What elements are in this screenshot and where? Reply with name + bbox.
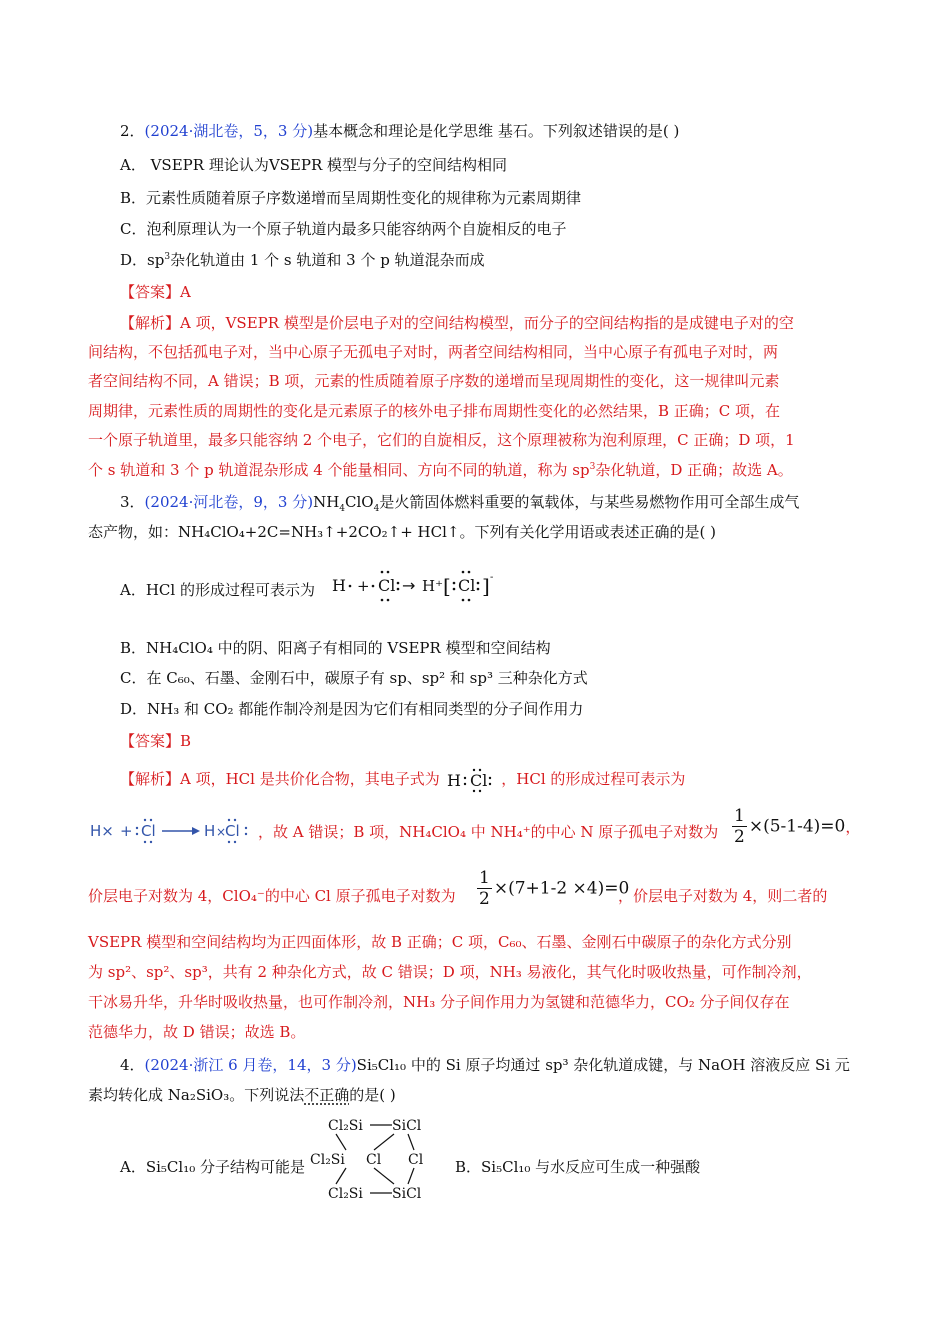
svg-text:[: [: [443, 574, 451, 598]
svg-text:SiCl: SiCl: [392, 1118, 422, 1134]
svg-text:Cl₂Si: Cl₂Si: [310, 1152, 345, 1168]
emphasis-not-correct: 不正确: [304, 1086, 350, 1104]
q3-stem-1: 3．(2024·河北卷，9，3 分)$NH_4ClO_4$是火箭固体燃料重要的氧载体，与某些易燃物作用可全部生成气: [120, 493, 800, 514]
q3-analysis-3a: 价层电子对数为 4，ClO₄⁻的中心 Cl 原子孤电子对数为: [88, 887, 456, 905]
hcl-formation-blue-svg: [88, 816, 258, 846]
svg-text:SiCl: SiCl: [392, 1186, 422, 1202]
q3-analysis-7: 范德华力，故 D 错误；故选 B。: [88, 1023, 306, 1041]
q2-source: (2024·湖北卷，5，3 分): [144, 122, 314, 140]
q3-analysis-6: 干冰易升华，升华时吸收热量，也可作制冷剂，NH₃ 分子间作用力为氢键和范德华力，CO₂ 分子间仅存在: [88, 993, 790, 1011]
lewis-dot: [349, 585, 352, 588]
q3-answer: 【答案】B: [120, 732, 192, 750]
svg-text:]: ]: [482, 574, 490, 598]
q3-analysis-1: 【解析】A 项，HCl 是共价化合物，其电子式为 H Cl ，HCl 的形成过程可表示为: [120, 767, 685, 793]
q2-option-b: B．元素性质随着原子序数递增而呈周期性变化的规律称为元素周期律: [120, 189, 582, 207]
q2-option-c: C．泡利原理认为一个原子轨道内最多只能容纳两个自旋相反的电子: [120, 220, 567, 238]
lewis-plus: +: [357, 577, 370, 595]
q3-option-b: B．NH₄ClO₄ 中的阴、阳离子有相同的 VSEPR 模型和空间结构: [120, 639, 551, 657]
q2-stem-text: 基本概念和理论是化学思维 基石。下列叙述错误的是( ): [313, 122, 680, 140]
svg-text:Cl: Cl: [408, 1152, 424, 1168]
lewis-hplus: H⁺: [422, 577, 443, 595]
q2-stem: [120, 121, 679, 141]
hcl-electron-formula: [445, 767, 497, 793]
q2-analysis-line-5: 一个原子轨道里，最多只能容纳 2 个电子，它们的自旋相反，这个原理被称为泡利原理，C 正确；D 项，1: [88, 431, 795, 449]
q4-stem-1: 4．(2024·浙江 6 月卷，14，3 分)Si₅Cl₁₀ 中的 Si 原子均通过 sp³ 杂化轨道成键，与 NaOH 溶液反应 Si 元: [120, 1056, 850, 1074]
hcl-formation-svg: [330, 566, 510, 606]
lewis-h: H: [332, 576, 346, 595]
q3-option-c: C．在 C₆₀、石墨、金刚石中，碳原子有 sp、sp² 和 sp³ 三种杂化方式: [120, 669, 588, 687]
svg-text:Cl: Cl: [225, 822, 240, 840]
svg-text:H: H: [204, 822, 216, 840]
si5cl10-structure: [308, 1112, 438, 1208]
q3-option-a: A．HCl 的形成过程可表示为: [120, 581, 315, 599]
q3-analysis-2: ，故 A 错误；B 项，NH₄ClO₄ 中 NH₄⁺的中心 N 原子孤电子对数为: [258, 823, 719, 841]
q4-option-b: B．Si₅Cl₁₀ 与水反应可生成一种强酸: [455, 1158, 701, 1176]
svg-text:Cl: Cl: [469, 771, 487, 790]
q3-analysis-4: VSEPR 模型和空间结构均为正四面体形，故 B 正确；C 项，C₆₀、石墨、金刚石中碳原子的杂化方式分别: [88, 933, 792, 951]
svg-text:+: +: [120, 822, 133, 840]
formula-1: ×(5-1-4)=0: [748, 816, 846, 837]
lewis-arrow: →: [402, 576, 416, 595]
si5cl10-structure-svg: [308, 1112, 438, 1204]
formula-2: ×(7+1-2 ×4)=0: [493, 878, 630, 899]
fraction-1: $\frac{1}{2}$ ×(5-1-4)=0，: [734, 806, 861, 847]
q2-analysis-line-1: 【解析】A 项，VSEPR 模型是价层电子对的空间结构模型，而分子的空间结构指的是成键电子对的空: [120, 314, 794, 332]
hcl-formation-diagram: [330, 566, 510, 606]
q2-analysis-line-2: 间结构，不包括孤电子对，当中心原子无孤电子对时，两者空间结构相同，当中心原子有孤电子对时，两: [88, 343, 779, 361]
q3-option-d: D．NH₃ 和 CO₂ 都能作制冷剂是因为它们有相同类型的分子间作用力: [120, 700, 584, 718]
q2-answer: 【答案】A: [120, 283, 191, 301]
svg-text:Cl: Cl: [141, 822, 156, 840]
q3-analysis-3b: ，价层电子对数为 4，则二者的: [618, 887, 828, 905]
q2-option-d: D．$sp^3$杂化轨道由 1 个 s 轨道和 3 个 p 轨道混杂而成: [120, 251, 485, 269]
svg-text:Cl₂Si: Cl₂Si: [328, 1118, 363, 1134]
svg-text:×: ×: [216, 825, 227, 839]
q2-analysis-line-3: 者空间结构不同，A 错误；B 项，元素的性质随着原子序数的递增而呈现周期性的变化，这一规律叫元素: [88, 372, 780, 390]
q4-option-a: A．Si₅Cl₁₀ 分子结构可能是: [120, 1158, 305, 1176]
q2-option-a: A． VSEPR 理论认为VSEPR 模型与分子的空间结构相同: [120, 156, 508, 174]
lewis-clminus: Cl: [458, 576, 476, 595]
svg-text:H×: H×: [90, 822, 114, 840]
svg-text:Cl: Cl: [366, 1152, 382, 1168]
q2-number: 2．: [120, 122, 145, 140]
q2-analysis-line-6: 个 s 轨道和 3 个 p 轨道混杂形成 4 个能量相同、方向不同的轨道，称为 $sp^3$杂化轨道，D 正确；故选 A。: [88, 461, 793, 479]
fraction-2: $\frac{1}{2}$ ×(7+1-2 ×4)=0: [479, 868, 630, 909]
lewis-cl: Cl: [378, 576, 396, 595]
svg-text:Cl₂Si: Cl₂Si: [328, 1186, 363, 1202]
q2-analysis-line-4: 周期律，元素性质的周期性的变化是元素原子的核外电子排布周期性变化的必然结果，B 正确；C 项，在: [88, 402, 781, 420]
svg-text:H: H: [446, 771, 461, 790]
q3-analysis-5: 为 sp²、sp²、sp³，共有 2 种杂化方式，故 C 错误；D 项，NH₃ 易液化，其气化时吸收热量，可作制冷剂，: [88, 963, 812, 981]
q4-stem-2: 素均转化成 Na₂SiO₃。下列说法不正确的是( ): [88, 1086, 396, 1104]
lewis-charge: -: [490, 572, 494, 583]
q3-stem-2: 态产物，如：NH₄ClO₄+2C=NH₃↑+2CO₂↑+ HCl↑。下列有关化学用语或表述正确的是( ): [88, 523, 716, 541]
hcl-formation-blue-diagram: [88, 816, 258, 850]
